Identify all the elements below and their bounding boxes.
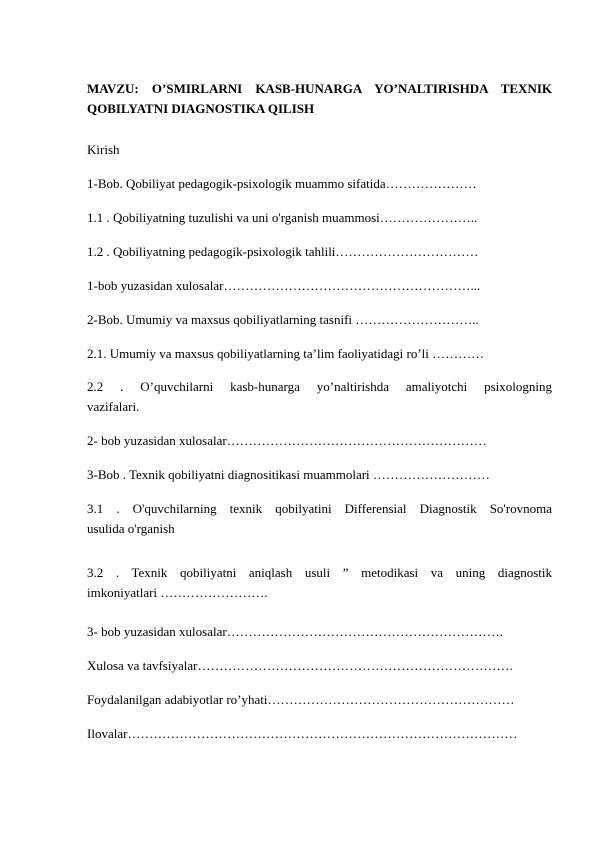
title-line-1: MAVZU: O’SMIRLARNI KASB-HUNARGA YO’NALTIRISHDA TEXNIK — [87, 81, 552, 96]
toc-section-3-2-line-1: 3.2 . Texnik qobiliyatni aniqlash usuli ” metodikasi va uning diagnostik — [87, 565, 552, 580]
toc-section-2-2-line-2: vazifalari. — [87, 399, 140, 414]
toc-section-2-2 — [87, 377, 552, 417]
toc-section-3-1 — [87, 499, 552, 539]
toc-chapter-3: 3-Bob . Texnik qobiliyatni diagnositikasi muammolari ……………………… — [87, 467, 490, 482]
toc-conclusion: Xulosa va tavfsiyalar………………………………………………………………. — [87, 658, 513, 673]
toc-section-2-1: 2.1. Umumiy va maxsus qobiliyatlarning ta’lim faoliyatidagi ro’li ………… — [87, 346, 485, 361]
toc-section-3-2 — [87, 563, 552, 603]
toc-references: Foydalanilgan adabiyotlar ro’yhati………………………………………………… — [87, 692, 515, 707]
toc-section-3-1-line-1: 3.1 . O'quvchilarning texnik qobilyatini Differensial Diagnostik So'rovnoma — [87, 501, 552, 516]
toc-section-3-1-line-2: usulida o'rganish — [87, 521, 175, 536]
title-line-2: QOBILYATNI DIAGNOSTIKA QILISH — [87, 101, 315, 116]
toc-chapter-1: 1-Bob. Qobiliyat pedagogik-psixologik muammo sifatida………………… — [87, 176, 477, 191]
toc-appendix: Ilovalar……………………………………………………………………………… — [87, 726, 518, 741]
document-title — [87, 79, 552, 119]
toc-chapter-2-summary: 2- bob yuzasidan xulosalar…………………………………………………… — [87, 433, 487, 448]
toc-section-1-2: 1.2 . Qobiliyatning pedagogik-psixologik tahlili…………………………… — [87, 244, 479, 259]
toc-section-1-1: 1.1 . Qobiliyatning tuzulishi va uni o'rganish muammosi………………….. — [87, 210, 478, 225]
toc-section-2-2-line-1: 2.2 . O’quvchilarni kasb-hunarga yo’naltirishda amaliyotchi psixologning — [87, 379, 552, 394]
toc-chapter-3-summary: 3- bob yuzasidan xulosalar………………………………………………………. — [87, 624, 503, 639]
toc-chapter-1-summary: 1-bob yuzasidan xulosalar…………………………………………………... — [87, 278, 481, 293]
toc-section-3-2-line-2: imkoniyatlari ……………………. — [87, 585, 268, 600]
toc-chapter-2: 2-Bob. Umumiy va maxsus qobiliyatlarning tasnifi ……………………….. — [87, 312, 479, 327]
toc-introduction: Kirish — [87, 142, 120, 157]
